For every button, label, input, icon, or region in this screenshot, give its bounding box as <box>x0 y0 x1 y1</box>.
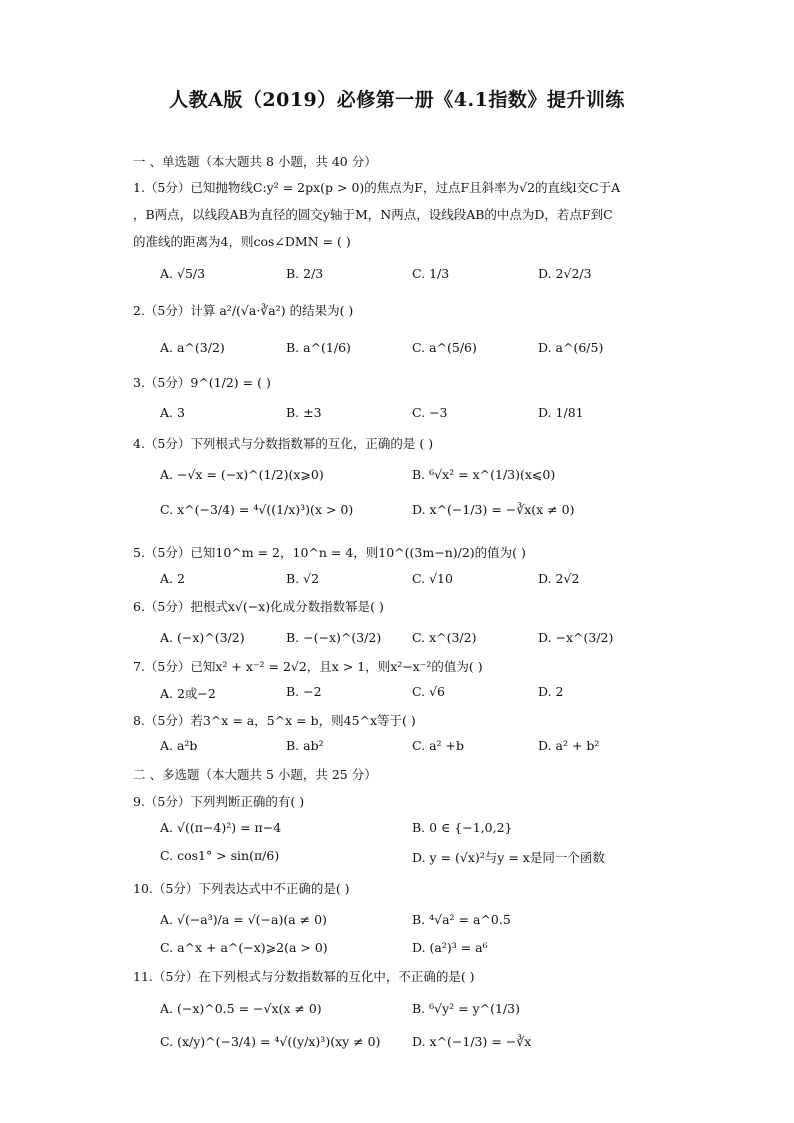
question-1-line-1: 1.（5分）已知抛物线C:y² = 2px(p > 0)的焦点为F，过点F且斜率为√2的直线l交C于A <box>133 180 621 195</box>
q5-option-d: D. 2√2 <box>538 571 580 586</box>
q4-option-c: C. x^(−3/4) = ⁴√((1/x)³)(x > 0) <box>160 502 354 517</box>
q6-option-d: D. −x^(3/2) <box>538 630 614 645</box>
question-3-stem: 3.（5分）9^(1/2) = ( ) <box>133 375 271 390</box>
question-11-stem: 11.（5分）在下列根式与分数指数幂的互化中，不正确的是( ) <box>133 969 475 984</box>
q9-option-c: C. cos1° > sin(π/6) <box>160 848 280 863</box>
q10-option-b: B. ⁴√a² = a^0.5 <box>412 912 511 927</box>
q7-option-a: A. 2或−2 <box>160 686 216 701</box>
q7-option-c: C. √6 <box>412 684 445 699</box>
section-multiple-choice: 二 、多选题（本大题共 5 小题，共 25 分） <box>133 767 377 782</box>
q11-option-b: B. ⁶√y² = y^(1/3) <box>412 1001 521 1016</box>
q5-option-a: A. 2 <box>160 571 185 586</box>
question-9-stem: 9.（5分）下列判断正确的有( ) <box>133 794 305 809</box>
question-8-stem: 8.（5分）若3^x = a，5^x = b，则45^x等于( ) <box>133 713 416 728</box>
q1-option-b: B. 2/3 <box>286 266 324 281</box>
q2-option-d: D. a^(6/5) <box>538 340 604 355</box>
q6-option-b: B. −(−x)^(3/2) <box>286 630 382 645</box>
page-title: 人教A版（2019）必修第一册《4.1指数》提升训练 <box>169 89 625 111</box>
question-7-stem: 7.（5分）已知x² + x⁻² = 2√2，且x > 1，则x²−x⁻²的值为( ) <box>133 659 483 674</box>
q8-option-b: B. ab² <box>286 738 324 753</box>
q9-option-d: D. y = (√x)²与y = x是同一个函数 <box>412 850 605 865</box>
q4-option-a: A. −√x = (−x)^(1/2)(x⩾0) <box>160 467 324 482</box>
q10-option-c: C. a^x + a^(−x)⩾2(a > 0) <box>160 940 328 955</box>
q2-option-b: B. a^(1/6) <box>286 340 351 355</box>
q8-option-c: C. a² +b <box>412 738 464 753</box>
q10-option-d: D. (a²)³ = a⁶ <box>412 940 488 955</box>
q9-option-a: A. √((π−4)²) = π−4 <box>160 820 282 835</box>
question-2-stem: 2.（5分）计算 a²/(√a·∛a²) 的结果为( ) <box>133 303 354 318</box>
q3-option-b: B. ±3 <box>286 405 322 420</box>
q5-option-b: B. √2 <box>286 571 320 586</box>
q11-option-c: C. (x/y)^(−3/4) = ⁴√((y/x)³)(xy ≠ 0) <box>160 1034 381 1049</box>
question-6-stem: 6.（5分）把根式x√(−x)化成分数指数幂是( ) <box>133 599 384 614</box>
q2-option-a: A. a^(3/2) <box>160 340 225 355</box>
section-single-choice: 一 、单选题（本大题共 8 小题，共 40 分） <box>133 154 377 169</box>
q3-option-d: D. 1/81 <box>538 405 584 420</box>
q8-option-a: A. a²b <box>160 738 198 753</box>
q3-option-a: A. 3 <box>160 405 185 420</box>
q4-option-b: B. ⁶√x² = x^(1/3)(x⩽0) <box>412 467 556 482</box>
question-1-line-3: 的准线的距离为4，则cos∠DMN = ( ) <box>133 234 351 249</box>
q5-option-c: C. √10 <box>412 571 453 586</box>
q1-option-d: D. 2√2/3 <box>538 266 592 281</box>
q9-option-b: B. 0 ∈ {−1,0,2} <box>412 820 513 835</box>
q11-option-d: D. x^(−1/3) = −∛x <box>412 1034 532 1049</box>
q4-option-d: D. x^(−1/3) = −∛x(x ≠ 0) <box>412 502 575 517</box>
q10-option-a: A. √(−a³)/a = √(−a)(a ≠ 0) <box>160 912 327 927</box>
q2-option-c: C. a^(5/6) <box>412 340 477 355</box>
q7-option-d: D. 2 <box>538 684 564 699</box>
question-4-stem: 4.（5分）下列根式与分数指数幂的互化，正确的是 ( ) <box>133 436 434 451</box>
q1-option-c: C. 1/3 <box>412 266 450 281</box>
q1-option-a: A. √5/3 <box>160 266 206 281</box>
q7-option-b: B. −2 <box>286 684 322 699</box>
question-5-stem: 5.（5分）已知10^m = 2，10^n = 4，则10^((3m−n)/2)的值为( ) <box>133 545 526 560</box>
q3-option-c: C. −3 <box>412 405 448 420</box>
q8-option-d: D. a² + b² <box>538 738 600 753</box>
question-1-line-2: ，B两点，以线段AB为直径的圆交y轴于M，N两点，设线段AB的中点为D，若点F到C <box>133 207 613 222</box>
q6-option-c: C. x^(3/2) <box>412 630 477 645</box>
question-10-stem: 10.（5分）下列表达式中不正确的是( ) <box>133 881 350 896</box>
q6-option-a: A. (−x)^(3/2) <box>160 630 245 645</box>
q11-option-a: A. (−x)^0.5 = −√x(x ≠ 0) <box>160 1001 322 1016</box>
